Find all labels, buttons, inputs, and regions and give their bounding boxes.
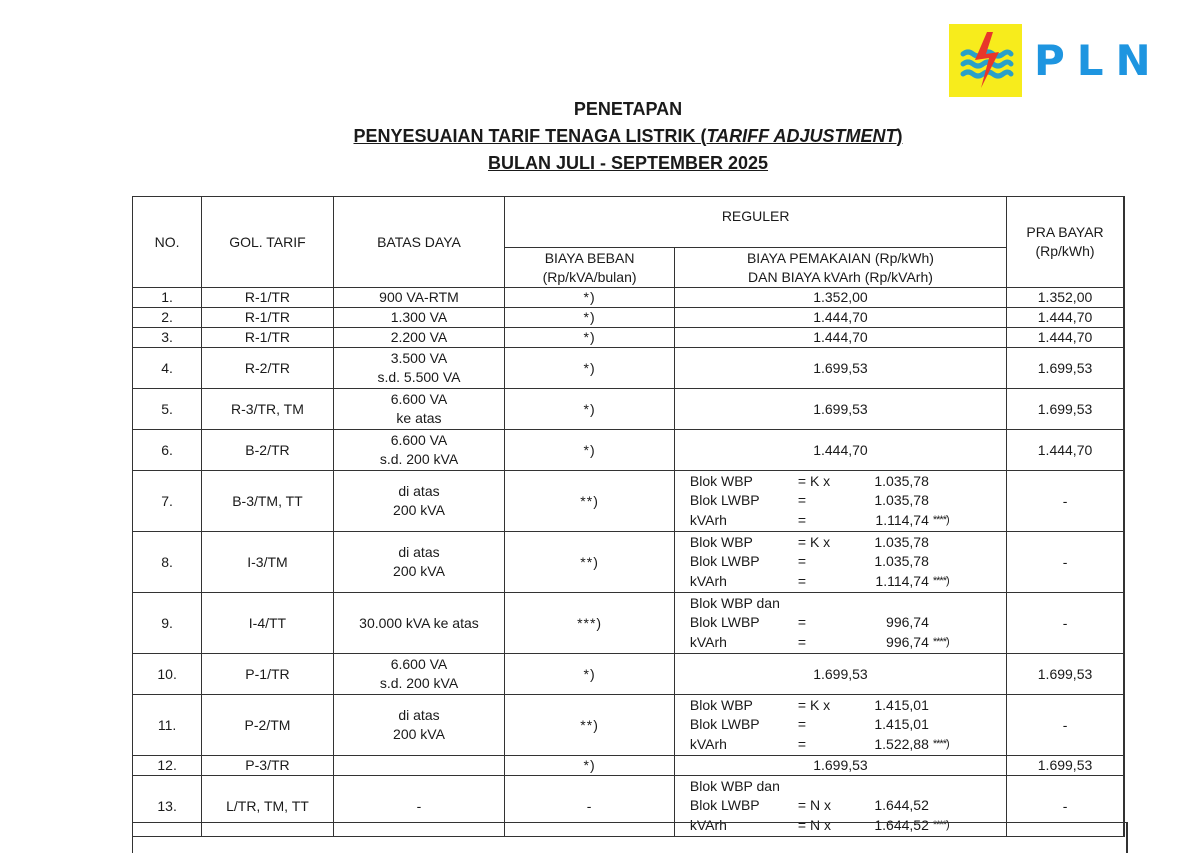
- pln-lightning-waves-icon: [949, 24, 1022, 97]
- blok-value: 1.114,74: [875, 511, 929, 528]
- batas-daya-line: s.d. 200 kVA: [379, 675, 459, 691]
- table-row: [133, 328, 1125, 348]
- header-pra-bayar-line2: (Rp/kWh): [1035, 243, 1095, 259]
- batas-daya-line: 6.600 VA: [390, 656, 448, 672]
- pln-logo-text: PLN: [1034, 36, 1163, 85]
- cell-pra-bayar: -: [1007, 695, 1124, 756]
- title-line2-italic: TARIFF ADJUSTMENT: [706, 126, 897, 146]
- cell-batas-daya: [333, 348, 505, 389]
- blok-note: [933, 533, 983, 553]
- blok-label: kVArh: [689, 572, 727, 589]
- blok-value: 1.035,78: [874, 533, 929, 550]
- cell-pra-bayar: 1.699,53: [1007, 756, 1124, 776]
- blok-note: ****): [932, 635, 949, 648]
- header-biaya-pemakaian-line1: BIAYA PEMAKAIAN (Rp/kWh): [746, 249, 934, 266]
- batas-daya-line: 3.500 VA: [390, 350, 448, 366]
- cell-no: 12.: [133, 756, 202, 776]
- cell-batas-daya: [333, 532, 505, 593]
- cell-pra-bayar: -: [1007, 776, 1124, 837]
- header-biaya-beban-line1: BIAYA BEBAN: [544, 249, 635, 266]
- header-pra-bayar: [1007, 197, 1124, 288]
- cell-gol-tarif: R-1/TR: [202, 328, 333, 348]
- blok-value: 1.415,01: [874, 696, 929, 713]
- table-row: [133, 288, 1125, 308]
- batas-daya-line: di atas: [398, 483, 440, 499]
- blok-note: [933, 715, 983, 735]
- cell-no: 13.: [133, 776, 202, 837]
- blok-label: Blok WBP dan: [689, 777, 780, 794]
- blok-tariff-grid: [675, 472, 1006, 531]
- blok-note: [933, 696, 983, 716]
- blok-label: kVArh: [689, 511, 727, 528]
- table-footer-row: [132, 822, 1128, 853]
- blok-value: 1.522,88: [874, 735, 929, 752]
- batas-daya-line: 2.200 VA: [390, 329, 448, 345]
- blok-operator: =: [797, 511, 807, 528]
- cell-biaya-beban: ***): [505, 593, 675, 654]
- batas-daya-line: 200 kVA: [393, 726, 445, 742]
- cell-gol-tarif: R-1/TR: [202, 308, 333, 328]
- blok-tariff-grid: [675, 696, 1006, 755]
- cell-gol-tarif: B-3/TM, TT: [202, 471, 333, 532]
- title-period: BULAN JULI - SEPTEMBER 2025: [487, 153, 769, 173]
- cell-biaya-beban: *): [505, 328, 675, 348]
- cell-pra-bayar: 1.444,70: [1007, 328, 1124, 348]
- blok-note: [933, 796, 983, 816]
- cell-biaya-pemakaian: 1.444,70: [674, 308, 1006, 328]
- blok-operator: =: [797, 572, 807, 589]
- cell-batas-daya: [333, 328, 505, 348]
- cell-biaya-pemakaian: [674, 471, 1006, 532]
- blok-label: Blok LWBP: [689, 797, 760, 814]
- blok-operator: =: [797, 614, 807, 631]
- cell-gol-tarif: L/TR, TM, TT: [202, 776, 333, 837]
- cell-pra-bayar: -: [1007, 471, 1124, 532]
- cell-no: 11.: [133, 695, 202, 756]
- cell-gol-tarif: P-3/TR: [202, 756, 333, 776]
- table-row: [133, 471, 1125, 532]
- batas-daya-line: di atas: [398, 707, 440, 723]
- cell-biaya-pemakaian: 1.699,53: [674, 654, 1006, 695]
- table-row: [133, 654, 1125, 695]
- batas-daya-line: 30.000 kVA ke atas: [359, 614, 479, 631]
- blok-operator: = N x: [797, 816, 831, 833]
- blok-tariff-grid: [675, 533, 1006, 592]
- blok-operator: = K x: [797, 472, 831, 489]
- blok-value: [853, 777, 933, 797]
- batas-daya-line: 900 VA-RTM: [379, 289, 459, 305]
- blok-value: [853, 594, 933, 614]
- blok-label: Blok LWBP: [689, 553, 760, 570]
- blok-value: 1.644,52: [874, 816, 929, 833]
- cell-biaya-beban: *): [505, 756, 675, 776]
- batas-daya-line: s.d. 200 kVA: [379, 451, 459, 467]
- title-tariff-adjustment: [0, 123, 1200, 150]
- blok-operator: =: [797, 716, 807, 733]
- document-titles: [0, 96, 1200, 177]
- cell-batas-daya: [333, 654, 505, 695]
- header-gol-tarif: GOL. TARIF: [202, 197, 333, 288]
- blok-note: [933, 613, 983, 633]
- cell-biaya-pemakaian: [674, 593, 1006, 654]
- cell-biaya-beban: *): [505, 348, 675, 389]
- header-biaya-beban: [505, 248, 675, 288]
- header-batas-daya: BATAS DAYA: [333, 197, 505, 288]
- cell-biaya-pemakaian: 1.699,53: [674, 756, 1006, 776]
- header-biaya-pemakaian-line2: DAN BIAYA kVArh (Rp/kVArh): [748, 268, 933, 285]
- header-reguler: REGULER: [505, 197, 1007, 248]
- tariff-table-body: [133, 288, 1125, 837]
- title-penetapan: PENETAPAN: [573, 99, 683, 119]
- cell-pra-bayar: 1.699,53: [1007, 348, 1124, 389]
- cell-pra-bayar: 1.699,53: [1007, 654, 1124, 695]
- batas-daya-line: ke atas: [396, 410, 442, 426]
- blok-label: Blok LWBP: [689, 492, 760, 509]
- blok-value: 1.035,78: [874, 492, 929, 509]
- cell-biaya-beban: *): [505, 308, 675, 328]
- blok-operator: =: [797, 492, 807, 509]
- cell-no: 3.: [133, 328, 202, 348]
- blok-operator: [798, 594, 853, 614]
- cell-gol-tarif: P-2/TM: [202, 695, 333, 756]
- blok-label: Blok WBP: [689, 533, 753, 550]
- blok-operator: = N x: [797, 797, 831, 814]
- cell-biaya-pemakaian: [674, 695, 1006, 756]
- batas-daya-line: -: [416, 797, 422, 814]
- blok-label: Blok LWBP: [689, 716, 760, 733]
- cell-pra-bayar: -: [1007, 532, 1124, 593]
- cell-batas-daya: [333, 695, 505, 756]
- blok-value: 1.415,01: [874, 716, 929, 733]
- cell-biaya-pemakaian: 1.352,00: [674, 288, 1006, 308]
- blok-note: ****): [932, 574, 949, 587]
- cell-batas-daya: [333, 430, 505, 471]
- tariff-table: [132, 196, 1125, 837]
- batas-daya-line: 1.300 VA: [390, 309, 448, 325]
- cell-biaya-beban: **): [505, 532, 675, 593]
- table-row: [133, 593, 1125, 654]
- blok-note: [933, 594, 983, 614]
- blok-label: kVArh: [689, 816, 727, 833]
- blok-label: Blok LWBP: [689, 614, 760, 631]
- blok-value: 1.035,78: [874, 553, 929, 570]
- cell-pra-bayar: 1.444,70: [1007, 430, 1124, 471]
- cell-gol-tarif: B-2/TR: [202, 430, 333, 471]
- cell-pra-bayar: 1.444,70: [1007, 308, 1124, 328]
- blok-value: 1.114,74: [875, 572, 929, 589]
- batas-daya-line: 200 kVA: [393, 502, 445, 518]
- cell-biaya-pemakaian: 1.699,53: [674, 389, 1006, 430]
- table-row: [133, 430, 1125, 471]
- blok-label: Blok WBP: [689, 472, 753, 489]
- cell-no: 7.: [133, 471, 202, 532]
- cell-pra-bayar: 1.352,00: [1007, 288, 1124, 308]
- cell-no: 4.: [133, 348, 202, 389]
- header-pra-bayar-line1: PRA BAYAR: [1026, 224, 1104, 240]
- cell-batas-daya: [333, 756, 505, 776]
- cell-no: 9.: [133, 593, 202, 654]
- blok-tariff-grid: [675, 594, 1006, 653]
- title-line2-prefix: PENYESUAIAN TARIF TENAGA LISTRIK (: [353, 126, 707, 146]
- cell-no: 2.: [133, 308, 202, 328]
- cell-biaya-beban: *): [505, 389, 675, 430]
- cell-biaya-beban: -: [505, 776, 675, 837]
- cell-no: 5.: [133, 389, 202, 430]
- cell-batas-daya: [333, 308, 505, 328]
- cell-batas-daya: [333, 389, 505, 430]
- cell-biaya-pemakaian: 1.699,53: [674, 348, 1006, 389]
- cell-biaya-pemakaian: 1.444,70: [674, 328, 1006, 348]
- batas-daya-line: 6.600 VA: [390, 391, 448, 407]
- cell-biaya-beban: *): [505, 430, 675, 471]
- blok-value: 1.644,52: [874, 797, 929, 814]
- cell-batas-daya: [333, 288, 505, 308]
- header-biaya-beban-line2: (Rp/kVA/bulan): [542, 268, 637, 285]
- table-row: [133, 389, 1125, 430]
- blok-value: 996,74: [886, 633, 929, 650]
- batas-daya-line: 6.600 VA: [390, 432, 448, 448]
- cell-batas-daya: [333, 471, 505, 532]
- header-no: NO.: [133, 197, 202, 288]
- cell-gol-tarif: R-2/TR: [202, 348, 333, 389]
- cell-no: 6.: [133, 430, 202, 471]
- header-biaya-pemakaian: [674, 248, 1006, 288]
- batas-daya-line: 200 kVA: [393, 563, 445, 579]
- cell-biaya-pemakaian: 1.444,70: [674, 430, 1006, 471]
- blok-note: [933, 552, 983, 572]
- cell-gol-tarif: R-1/TR: [202, 288, 333, 308]
- cell-no: 1.: [133, 288, 202, 308]
- batas-daya-line: di atas: [398, 544, 440, 560]
- blok-note: [933, 777, 983, 797]
- cell-no: 8.: [133, 532, 202, 593]
- blok-label: kVArh: [689, 735, 727, 752]
- cell-gol-tarif: I-4/TT: [202, 593, 333, 654]
- cell-biaya-beban: **): [505, 695, 675, 756]
- blok-operator: [798, 777, 853, 797]
- cell-biaya-beban: *): [505, 654, 675, 695]
- table-row: [133, 695, 1125, 756]
- cell-gol-tarif: P-1/TR: [202, 654, 333, 695]
- cell-pra-bayar: 1.699,53: [1007, 389, 1124, 430]
- blok-label: kVArh: [689, 633, 727, 650]
- cell-biaya-beban: *): [505, 288, 675, 308]
- blok-operator: =: [797, 735, 807, 752]
- table-row: [133, 348, 1125, 389]
- blok-label: Blok WBP dan: [689, 594, 780, 611]
- blok-note: [933, 472, 983, 492]
- blok-operator: =: [797, 633, 807, 650]
- cell-pra-bayar: -: [1007, 593, 1124, 654]
- cell-gol-tarif: I-3/TM: [202, 532, 333, 593]
- cell-no: 10.: [133, 654, 202, 695]
- batas-daya-line: s.d. 5.500 VA: [377, 369, 461, 385]
- blok-note: ****): [932, 818, 949, 831]
- cell-biaya-pemakaian: [674, 532, 1006, 593]
- blok-operator: =: [797, 553, 807, 570]
- blok-value: 1.035,78: [874, 472, 929, 489]
- blok-note: ****): [932, 513, 949, 526]
- title-line2-suffix: ): [896, 126, 903, 146]
- blok-operator: = K x: [797, 533, 831, 550]
- blok-note: [933, 491, 983, 511]
- pln-logo: [949, 24, 1163, 97]
- table-row: [133, 756, 1125, 776]
- cell-batas-daya: [333, 593, 505, 654]
- cell-gol-tarif: R-3/TR, TM: [202, 389, 333, 430]
- table-row: [133, 308, 1125, 328]
- blok-label: Blok WBP: [689, 696, 753, 713]
- blok-note: ****): [932, 737, 949, 750]
- table-row: [133, 532, 1125, 593]
- cell-biaya-beban: **): [505, 471, 675, 532]
- blok-value: 996,74: [886, 614, 929, 631]
- blok-operator: = K x: [797, 696, 831, 713]
